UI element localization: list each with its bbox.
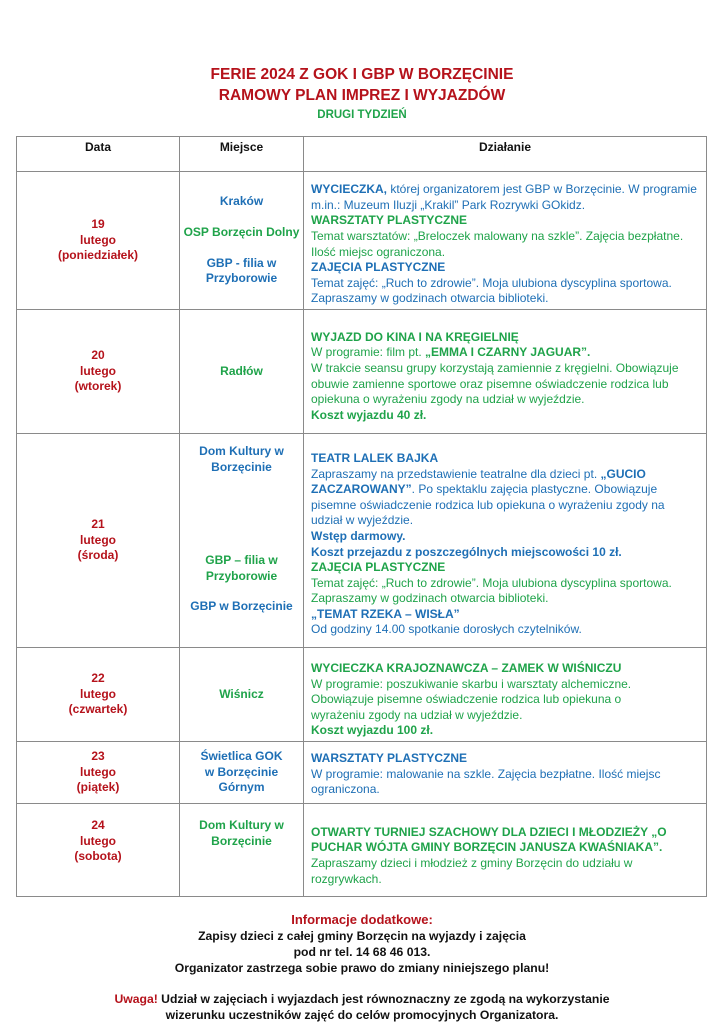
table-row (17, 648, 707, 742)
place-item: GBP - filia w Przyborowie (205, 255, 278, 286)
place-cell (180, 803, 304, 896)
date-cell (17, 741, 180, 803)
activity-cost: Koszt przejazdu z poszczególnych miejscowości 10 zł. (311, 544, 622, 559)
info-line-3: Organizator zastrzega sobie prawo do zmiany niniejszego planu! (174, 961, 550, 975)
place-name: Dom Kultury w Borzęcinie (199, 444, 284, 474)
table-row (17, 803, 707, 896)
info-title: Informacje dodatkowe: (291, 912, 433, 927)
place-item: GBP w Borzęcinie (190, 599, 293, 614)
activity-cost: Koszt wyjazdu 40 zł. (311, 407, 427, 422)
activity-block (311, 213, 698, 260)
weekday: (czwartek) (68, 702, 128, 717)
warning-notice (0, 991, 724, 1007)
month: lutego (80, 363, 116, 378)
activity-cell (304, 310, 707, 434)
warning-label: Uwaga! (114, 992, 158, 1006)
warning-text-2: wizerunku uczestników zajęć do celów promocyjnych Organizatora. (165, 1008, 559, 1022)
activity-block (311, 260, 698, 307)
day-number: 19 (91, 217, 105, 232)
column-header-date: Data (17, 137, 180, 172)
place-item: OSP Borzęcin Dolny (183, 224, 300, 239)
column-header-activity: Działanie (304, 137, 707, 172)
activity-block (311, 607, 698, 638)
place-item: Kraków (219, 194, 264, 209)
weekday: (piątek) (76, 780, 120, 795)
activity-title: ZAJĘCIA PLASTYCZNE (311, 260, 446, 275)
activity-text: W programie: malowanie na szkle. Zajęcia bezpłatne. Ilość miejsc ograniczona. (311, 766, 661, 797)
column-header-place: Miejsce (180, 137, 304, 172)
day-number: 22 (91, 671, 105, 686)
activity-text: Od godziny 14.00 spotkanie dorosłych czytelników. (311, 622, 582, 637)
weekday: (środa) (77, 548, 119, 563)
weekday: (sobota) (74, 849, 122, 864)
activity-cell (304, 648, 707, 742)
document-header (0, 64, 724, 123)
activity-title: ZAJĘCIA PLASTYCZNE (311, 560, 446, 575)
activity-text: Temat zajęć: „Ruch to zdrowie”. Moja ulubiona dyscyplina sportowa. Zapraszamy w godzinach otwarcia biblioteki. (311, 275, 672, 306)
activity-title: WYCIECZKA KRAJOZNAWCZA – ZAMEK W WIŚNICZU (311, 661, 622, 675)
title-line-2: RAMOWY PLAN IMPREZ I WYJAZDÓW (218, 87, 506, 104)
activity-text-post: . Po spektaklu zajęcia plastyczne. Obowiązuje pisemne oświadczenie rodzica lub opiekuna o wyrażeniu zgody na udział w wyjeździe. (311, 482, 665, 528)
activity-text-pre: W programie: film pt. (311, 345, 426, 360)
info-line-2: pod nr tel. 14 68 46 013. (293, 945, 431, 959)
activity-title: WYJAZD DO KINA I NA KRĘGIELNIĘ (311, 329, 519, 344)
activity-text: W trakcie seansu grupy korzystają zamiennie z kręgielni. Obowiązuje obuwie zamienne sportowe oraz pisemne oświadczenie rodzica lub opiekuna o wyrażeniu zgody na udział w wyjeździe. (311, 360, 679, 407)
place-item: Świetlica GOK w Borzęcinie Górnym (200, 749, 283, 795)
day-number: 23 (91, 749, 105, 764)
place-cell (180, 648, 304, 742)
place-item: GBP – filia w Przyborowie (205, 553, 278, 583)
info-line-1: Zapisy dzieci z całej gminy Borzęcin na wyjazdy i zajęcia (198, 929, 526, 943)
activity-title: „TEMAT RZEKA – WISŁA” (311, 606, 460, 621)
activity-cost: Koszt wyjazdu 100 zł. (311, 723, 434, 738)
activity-text: Temat zajęć: „Ruch to zdrowie”. Moja ulubiona dyscyplina sportowa. Zapraszamy w godzinach otwarcia biblioteki. (311, 575, 672, 606)
activity-text: Temat warsztatów: „Breloczek malowany na szkle”. Zajęcia bezpłatne. Ilość miejsc ograniczona. (311, 228, 684, 259)
activity-block (311, 451, 698, 560)
table-header-row (17, 137, 707, 172)
weekday: (poniedziałek) (57, 248, 138, 263)
place-item: Radłów (220, 363, 263, 378)
subtitle: DRUGI TYDZIEŃ (317, 109, 407, 121)
activity-note: Wstęp darmowy. (311, 528, 406, 543)
activity-cell (304, 741, 707, 803)
activity-title: WYCIECZKA, (311, 182, 387, 197)
title-line-1: FERIE 2024 Z GOK I GBP W BORZĘCINIE (210, 66, 514, 83)
place-item (181, 444, 302, 475)
date-cell (17, 648, 180, 742)
activity-text: której organizatorem jest GBP w Borzęcinie. W programie m.in.: Muzeum Iluzji „Krakil” Park Rozrywki GOkidz. (311, 182, 697, 212)
table-row (17, 434, 707, 648)
table-row (17, 172, 707, 310)
table-row (17, 741, 707, 803)
activity-text: W programie: poszukiwanie skarbu i warsztaty alchemiczne. Obowiązuje pisemne oświadczenie rodzica lub opiekuna o wyrażeniu zgody na udział w wyjeździe. (311, 676, 632, 722)
date-cell (17, 310, 180, 434)
table-row (17, 310, 707, 434)
schedule-table (16, 136, 707, 897)
warning-text-1: Udział w zajęciach i wyjazdach jest równoznaczny ze zgodą na wykorzystanie (157, 992, 610, 1006)
month: lutego (80, 232, 116, 247)
activity-block (311, 560, 698, 607)
month: lutego (80, 686, 116, 701)
activity-block (311, 182, 698, 213)
activity-text (311, 345, 698, 361)
weekday: (wtorek) (74, 379, 122, 394)
place-cell (180, 172, 304, 310)
month: lutego (80, 764, 116, 779)
date-cell (17, 434, 180, 648)
place-cell (180, 310, 304, 434)
place-item: Dom Kultury w Borzęcinie (199, 817, 284, 848)
date-cell (17, 172, 180, 310)
additional-info (0, 912, 724, 1023)
activity-title: WARSZTATY PLASTYCZNE (311, 751, 467, 766)
activity-title: TEATR LALEK BAJKA (311, 450, 439, 465)
month: lutego (80, 833, 116, 848)
day-number: 21 (91, 517, 105, 532)
activity-cell (304, 434, 707, 648)
place-cell (180, 741, 304, 803)
place-cell (180, 434, 304, 648)
day-number: 20 (91, 348, 105, 363)
show-title: „GUCIO ZACZAROWANY” (311, 466, 646, 497)
activity-title: OTWARTY TURNIEJ SZACHOWY DLA DZIECI I MŁODZIEŻY „O PUCHAR WÓJTA GMINY BORZĘCIN JANUSZA KWAŚNIAKA”. (311, 824, 667, 855)
activity-text: Zapraszamy dzieci i młodzież z gminy Borzęcin do udziału w rozgrywkach. (311, 855, 633, 886)
activity-text (311, 467, 698, 529)
film-title: „EMMA I CZARNY JAGUAR”. (425, 345, 591, 360)
day-number: 24 (91, 817, 105, 832)
activity-title: WARSZTATY PLASTYCZNE (311, 213, 467, 228)
month: lutego (80, 532, 116, 547)
activity-text-pre: Zapraszamy na przedstawienie teatralne dla dzieci pt. (311, 466, 601, 481)
date-cell (17, 803, 180, 896)
activity-cell (304, 803, 707, 896)
activity-cell (304, 172, 707, 310)
place-item: Wiśnicz (219, 686, 264, 701)
